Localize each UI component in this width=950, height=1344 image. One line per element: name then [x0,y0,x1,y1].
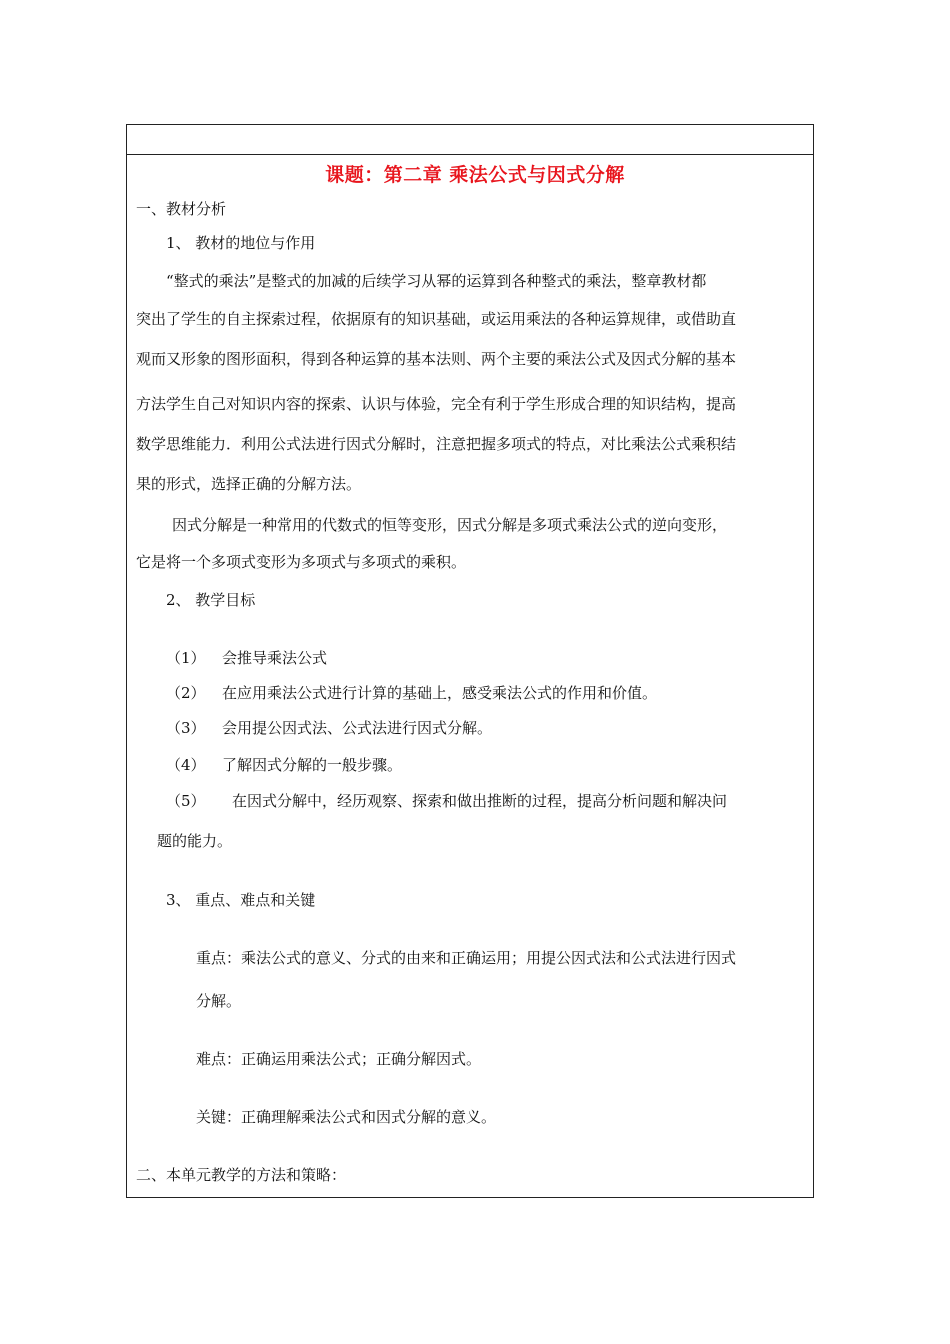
goal-item [166,755,402,775]
paragraph-line: 方法学生自己对知识内容的探索、认识与体验，完全有利于学生形成合理的知识结构，提高 [136,395,737,413]
goal-number: （3） [166,719,206,737]
goal-number: （1） [166,649,206,667]
paragraph-line: 观而又形象的图形面积，得到各种运算的基本法则、两个主要的乘法公式及因式分解的基本 [136,350,737,368]
doc-title: 课题：第二章 乘法公式与因式分解 [325,164,625,186]
key-point-line: 分解。 [196,992,242,1010]
goal-text: 会推导乘法公式 [222,649,328,667]
goal-number: （2） [166,684,206,702]
paragraph-line: 因式分解是一种常用的代数式的恒等变形，因式分解是多项式乘法公式的逆向变形， [172,516,728,534]
paragraph-line: 它是将一个多项式变形为多项式与多项式的乘积。 [136,553,467,571]
paragraph-line: 突出了学生的自主探索过程，依据原有的知识基础，或运用乘法的各种运算规律，或借助直 [136,310,737,328]
goal-item-continued: 题的能力。 [157,832,233,850]
goal-text: 会用提公因式法、公式法进行因式分解。 [222,719,493,737]
goal-text: 在应用乘法公式进行计算的基础上，感受乘法公式的作用和价值。 [222,684,658,702]
paragraph-line: 数学思维能力．利用公式法进行因式分解时，注意把握多项式的特点，对比乘法公式乘积结 [136,435,737,453]
section-heading-1: 一、教材分析 [136,200,227,218]
key-point-line: 难点：正确运用乘法公式；正确分解因式。 [196,1050,482,1068]
sub-heading-3: 3、 重点、难点和关键 [166,891,316,909]
goal-item [166,791,727,811]
goal-number: （5） [166,792,206,810]
key-point-line: 重点：乘法公式的意义、分式的由来和正确运用；用提公因式法和公式法进行因式 [196,949,737,967]
key-point-line: 关键：正确理解乘法公式和因式分解的意义。 [196,1108,497,1126]
goal-text: 在因式分解中，经历观察、探索和做出推断的过程，提高分析问题和解决问 [232,792,728,810]
goal-item [166,683,657,703]
paragraph-line: 果的形式，选择正确的分解方法。 [136,475,362,493]
goal-item [166,648,327,668]
frame-divider [127,154,813,155]
goal-number: （4） [166,756,206,774]
goal-text: 了解因式分解的一般步骤。 [222,756,403,774]
sub-heading-2: 2、 教学目标 [166,591,256,609]
goal-item [166,718,492,738]
section-heading-2: 二、本单元教学的方法和策略： [136,1166,347,1184]
paragraph-line: “整式的乘法”是整式的加减的后续学习从幂的运算到各种整式的乘法，整章教材都 [166,272,707,290]
sub-heading-1: 1、 教材的地位与作用 [166,234,316,252]
